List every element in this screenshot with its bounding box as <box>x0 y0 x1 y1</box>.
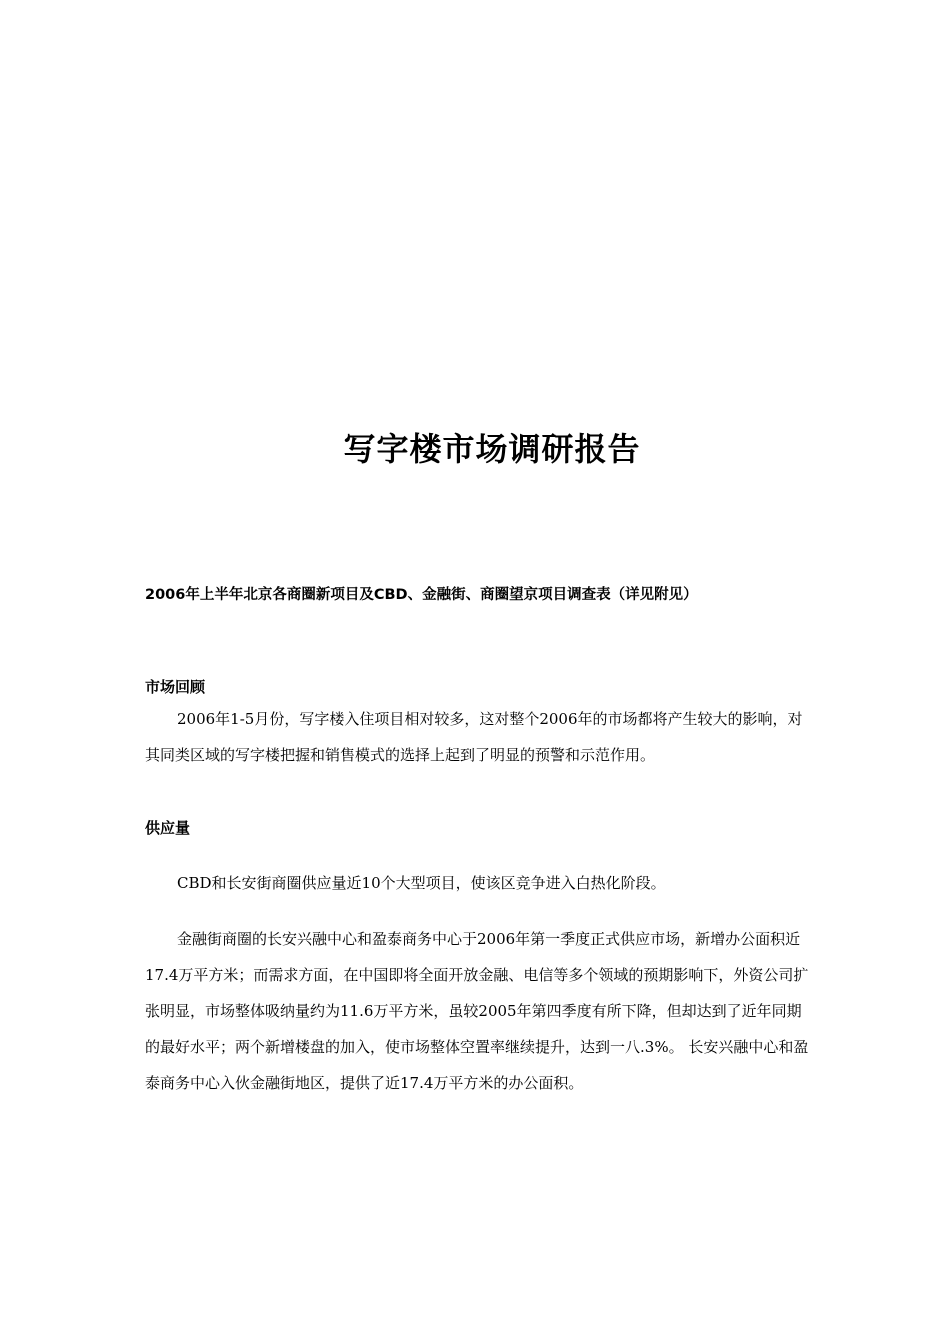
section-heading-supply: 供应量 <box>145 819 191 837</box>
paragraph-supply-financial-street: 金融街商圈的长安兴融中心和盈泰商务中心于2006年第一季度正式供应市场，新增办公面积近17.4万平方米；而需求方面，在中国即将全面开放金融、电信等多个领域的预期影响下，外资公司扩张明显，市场整体吸纳量约为11.6万平方米，虽较2005年第四季度有所下降，但却达到了近年同期的最好水平；两个新增楼盘的加入，使市场整体空置率继续提升，达到一八.3%。 长安兴融中心和盈泰商务中心入伙金融街地区，提供了近17.4万平方米的办公面积。 <box>145 930 809 1092</box>
section-heading-market-review: 市场回顾 <box>145 678 206 696</box>
document-subtitle: 2006年上半年北京各商圈新项目及CBD、金融街、商圈望京项目调查表（详见附见） <box>145 587 698 603</box>
paragraph-supply-cbd: CBD和长安街商圈供应量近10个大型项目，使该区竞争进入白热化阶段。 <box>177 874 666 892</box>
document-title: 写字楼市场调研报告 <box>343 430 641 468</box>
paragraph-market-review: 2006年1-5月份，写字楼入住项目相对较多，这对整个2006年的市场都将产生较大的影响，对其同类区域的写字楼把握和销售模式的选择上起到了明显的预警和示范作用。 <box>145 710 803 764</box>
